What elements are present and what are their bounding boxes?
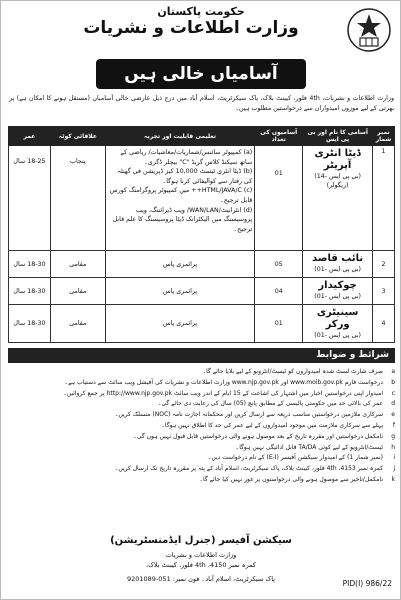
serial-cell: 4: [373, 305, 395, 343]
quota-cell: مقامی: [50, 305, 105, 343]
item-letter: e: [391, 411, 395, 419]
item-text: درخواست فارم www.moib.gov.pk اور www.njp.gov.pk وزارت اطلاعات و نشریات کی آفیشل ویب سائٹ سے دستیاب ہے۔: [64, 378, 383, 386]
serial-cell: 2: [373, 251, 395, 278]
ministry-title: وزارت اطلاعات و نشریات: [83, 18, 299, 38]
item-text: صرف شارٹ لسٹ شدہ امیدواروں کو ٹیسٹ/انٹرویو کے لیے بلایا جائے گا۔: [202, 368, 383, 375]
qualification-cell: پرائمری پاس: [105, 251, 255, 278]
post-cell: [303, 278, 373, 305]
qualification-line: (d) انٹرانیٹ/WAN/LAN/ ویب ڈیزائننگ، ویب پروسیسنگ میں الیکٹرانک ڈیٹا پروسیسنگ کا علم قابل ترجیح۔: [112, 206, 253, 233]
item-text: (نمبر شمار 1) کے امیدوار سیکشن آفیسر (E-I) کے نام درخواست دیں۔: [207, 454, 383, 462]
qualification-line: (b) ڈیٹا انٹری ٹیسٹ 10,000 کیز ڈپریشن فی گھنٹہ کی رفتار سے کوالیفائی کرنا ہوگا۔: [117, 168, 253, 185]
col-header-qualification: تعلیمی قابلیت اور تجربہ: [105, 127, 255, 146]
post-cell: [303, 251, 373, 278]
list-item: [8, 443, 395, 454]
item-text: کمرہ نمبر 4153، 4th فلور، کیبنٹ بلاک، پاک سیکرٹریٹ، اسلام آباد کے پتہ پر مقررہ تاریخ تک ارسال کریں۔: [114, 465, 383, 473]
item-letter: b: [391, 378, 395, 386]
list-item: [8, 378, 395, 389]
list-item: [8, 475, 395, 486]
list-item: [8, 399, 395, 410]
quota-cell: مقامی: [50, 278, 105, 305]
qualification-cell: پرائمری پاس: [105, 278, 255, 305]
qualification-cell: پرائمری پاس: [105, 305, 255, 343]
vacancies-table: [8, 126, 395, 343]
post-bps: (بی پی ایس -01): [314, 293, 361, 300]
item-text: نامکمل/تاخیر سے موصول ہونے والی درخواستوں پر غور نہیں کیا جائے گا۔: [199, 475, 383, 483]
count-cell: 01: [255, 305, 303, 343]
item-letter: f: [392, 421, 395, 429]
col-header-quota: علاقائی کوٹہ: [50, 127, 105, 146]
post-title: سینیٹری ورکر: [316, 307, 359, 330]
vacancies-banner: آسامیاں خالی ہیں: [96, 59, 306, 89]
table-row: [9, 251, 395, 278]
item-letter: c: [391, 389, 395, 397]
item-text: نامکمل درخواستیں اور مقررہ تاریخ کے بعد موصول ہونے والی درخواستیں قابل قبول نہیں ہوں گی۔: [133, 432, 383, 440]
list-item: [8, 410, 395, 421]
age-cell: 18-30 سال: [9, 305, 51, 343]
terms-list: [8, 367, 395, 486]
age-cell: 18-25 سال: [9, 146, 51, 251]
qualification-line: (c) HTML/JAVA/C++ میں کمپیوٹر پروگرامنگ کورس قابل ترجیح۔: [109, 187, 253, 204]
quota-cell: پنجاب: [50, 146, 105, 251]
item-text: عمر کی بالائی حد میں حکومتی پالیسی کے مطابق پانچ (05) سال کی رعایت دی جائے گی۔: [157, 400, 383, 408]
qualification-cell: [105, 146, 255, 251]
table-row: [9, 305, 395, 343]
item-text: ٹیسٹ/انٹرویو کے لیے کوئی TA/DA قابل ادائیگی نہیں ہوگا۔: [235, 443, 383, 451]
item-text: سرکاری ملازمین درخواستیں مناسب ذریعہ سے ارسال کریں اور محکمانہ اجازت نامہ (NOC) منسلک کریں۔: [114, 411, 383, 419]
government-header: حکومت پاکستان: [157, 5, 245, 18]
qualification-line: (a) کمپیوٹر سائنس/شماریات/معاشیات/ ریاضی کے ساتھ سیکنڈ کلاس گریڈ "C" بیچلر ڈگری۔: [120, 149, 253, 166]
item-letter: a: [391, 368, 395, 375]
pid-number: PID(I) 986/22: [342, 579, 392, 588]
table-row: [9, 146, 395, 251]
list-item: [8, 464, 395, 475]
count-cell: 04: [255, 278, 303, 305]
list-item: [8, 432, 395, 443]
pakistan-emblem-icon: [346, 7, 392, 53]
list-item: [8, 389, 395, 400]
intro-paragraph: وزارت اطلاعات و نشریات، 4th فلور، کیبنٹ بلاک، پاک سیکرٹریٹ، اسلام آباد میں درج ذیل عارضی خالی آسامیاں (مستقل ہونے کا امکان ہے) پر بھرتی کے لیے موزوں امیدواران سے درخواستیں مطلوب ہیں۔: [9, 95, 394, 112]
count-cell: 05: [255, 251, 303, 278]
post-bps: (بی پی ایس -14): [314, 173, 361, 180]
post-title: نائب قاصد: [312, 253, 364, 264]
address-line: پاک سیکرٹریٹ، اسلام آباد۔ فون نمبر: 051-9201089: [126, 575, 275, 583]
serial-cell: 3: [373, 278, 395, 305]
table-header-row: [9, 127, 395, 146]
item-letter: h: [391, 443, 395, 451]
post-title: چوکیدار: [318, 280, 357, 291]
item-letter: g: [391, 432, 395, 440]
age-cell: 18-30 سال: [9, 278, 51, 305]
item-letter: j: [393, 465, 395, 473]
age-cell: 18-30 سال: [9, 251, 51, 278]
serial-cell: 1: [373, 146, 395, 251]
item-text: امیدوار اپنی درخواستیں اخبار میں اشتہار کی اشاعت کے 15 ایام کے اندر ویب سائٹ http://www.njp.gov.pk پر جمع کروائیں۔: [63, 389, 383, 397]
post-bps: (بی پی ایس -01): [314, 332, 361, 339]
list-item: [8, 421, 395, 432]
address-line: وزارت اطلاعات و نشریات: [165, 551, 237, 559]
terms-heading: شرائط و ضوابط: [8, 348, 395, 363]
post-title: ڈیٹا انٹری آپریٹر: [314, 148, 361, 171]
post-cell: [303, 146, 373, 251]
section-officer-title: سیکشن آفیسر (جنرل ایڈمنسٹریشن): [110, 535, 292, 546]
address-line: کمرہ نمبر 4150، 4th فلور، کیبنٹ بلاک،: [145, 561, 257, 569]
quota-cell: مقامی: [50, 251, 105, 278]
item-letter: d: [391, 400, 395, 408]
col-header-count: آسامیوں کی تعداد: [255, 127, 303, 146]
list-item: [8, 367, 395, 378]
col-header-serial: نمبر شمار: [373, 127, 395, 146]
count-cell: 01: [255, 146, 303, 251]
list-item: [8, 453, 395, 464]
table-row: [9, 278, 395, 305]
item-text: پہلے سے سرکاری ملازمت میں موجود امیدواروں کے لیے عمر کی حد کا اطلاق نہیں ہوگا۔: [161, 421, 383, 429]
post-type: (ریگولر): [326, 182, 349, 189]
item-letter: i: [393, 454, 395, 462]
col-header-age: عمر: [9, 127, 51, 146]
item-letter: k: [391, 475, 395, 483]
post-bps: (بی پی ایس -01): [314, 266, 361, 273]
post-cell: [303, 305, 373, 343]
col-header-post: آسامی کا نام اور بی پی ایس: [303, 127, 373, 146]
